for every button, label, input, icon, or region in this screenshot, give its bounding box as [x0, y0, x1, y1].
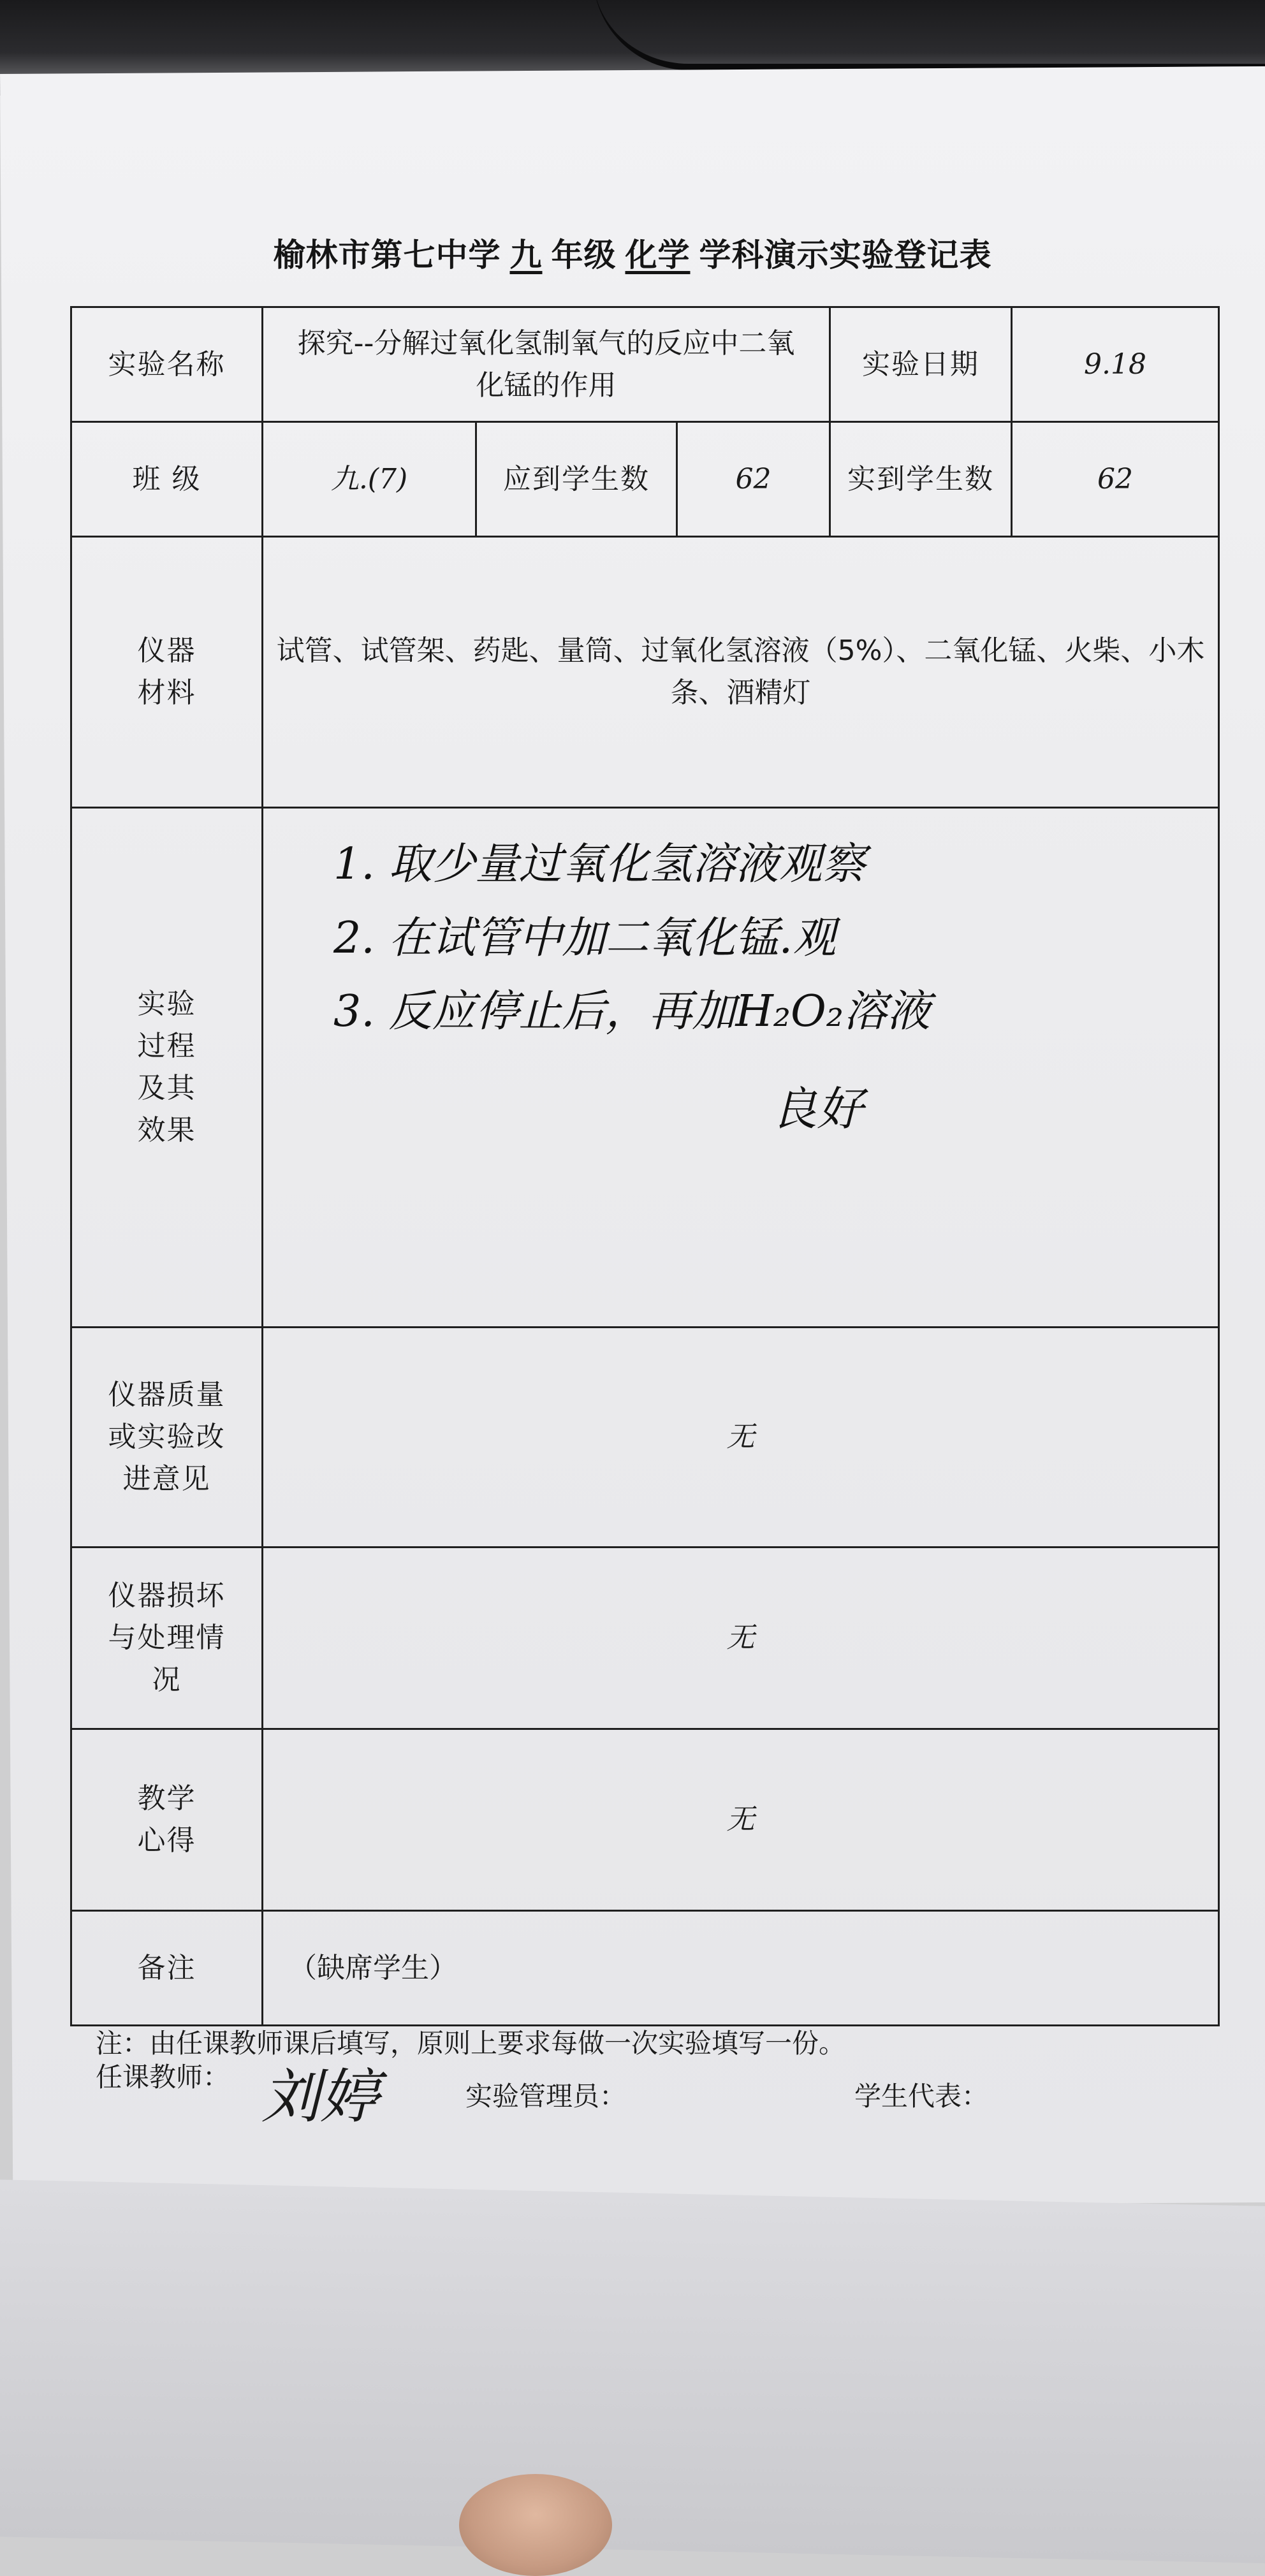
remarks-value: （缺席学生） [263, 1911, 1219, 2026]
process-effect: 良好 [771, 1081, 863, 1136]
title-grade: 九 [509, 237, 543, 274]
title-subject: 化学 [625, 237, 691, 274]
registration-form [70, 306, 1218, 2026]
title-suffix: 学科演示实验登记表 [699, 237, 992, 274]
damage-label [71, 1548, 263, 1729]
row-process [71, 808, 1219, 1328]
teacher-label: 任课教师： [96, 2061, 230, 2093]
form-title [0, 230, 1265, 275]
quality-label-text: 仪器质量或实验改进意见 [108, 1379, 226, 1495]
row-class [71, 422, 1219, 537]
class-value: 九.(7) [263, 422, 476, 537]
date-value: 9.18 [1012, 307, 1219, 422]
title-grade-suffix: 年级 [551, 237, 617, 274]
row-damage [71, 1548, 1219, 1729]
teaching-label-text: 教学心得 [137, 1782, 196, 1857]
experiment-name-label: 实验名称 [71, 307, 263, 422]
row-experiment-name [71, 307, 1219, 422]
process-value [263, 808, 1219, 1328]
registration-table [70, 306, 1220, 2026]
row-remarks [71, 1911, 1219, 2026]
expected-students-value: 62 [677, 422, 830, 537]
row-quality [71, 1328, 1219, 1548]
teaching-value: 无 [263, 1729, 1219, 1911]
process-step: 2. 在试管中加二氧化锰.观 [333, 912, 837, 963]
admin-label: 实验管理员： [465, 2081, 627, 2112]
class-label: 班 级 [71, 422, 263, 537]
quality-label [71, 1328, 263, 1548]
date-label: 实验日期 [830, 307, 1012, 422]
quality-value: 无 [263, 1328, 1219, 1548]
row-teaching [71, 1729, 1219, 1911]
materials-text: 试管、试管架、药匙、量筒、过氧化氢溶液（5%）、二氧化锰、火柴、小木条、酒精灯 [276, 634, 1205, 709]
paper-underneath [0, 2179, 1265, 2565]
expected-students-label: 应到学生数 [476, 422, 677, 537]
teaching-label [71, 1729, 263, 1911]
process-step: 3. 反应停止后，再加H₂O₂溶液 [333, 986, 931, 1037]
process-step: 1. 取少量过氧化氢溶液观察 [333, 839, 866, 889]
actual-students-value: 62 [1012, 422, 1219, 537]
materials-label [71, 537, 263, 808]
damage-value: 无 [263, 1548, 1219, 1729]
experiment-name-value [263, 307, 830, 422]
process-steps [263, 828, 1218, 1049]
materials-value [263, 537, 1219, 808]
title-school: 榆林市第七中学 [273, 237, 501, 274]
experiment-name-text: 探究--分解过氧化氢制氧气的反应中二氧化锰的作用 [297, 326, 795, 402]
student-rep-label: 学生代表： [854, 2081, 989, 2112]
teacher-signature: 刘婷 [261, 2063, 379, 2131]
fingertip [459, 2474, 612, 2576]
cable [593, 0, 1265, 70]
footer-note: 注：由任课教师课后填写，原则上要求每做一次实验填写一份。 [96, 2028, 846, 2059]
materials-label-text: 仪器材料 [137, 634, 196, 709]
actual-students-label: 实到学生数 [830, 422, 1012, 537]
row-materials [71, 537, 1219, 808]
process-label [71, 808, 263, 1328]
remarks-label: 备注 [71, 1911, 263, 2026]
process-label-text: 实验过程及其效果 [137, 988, 196, 1146]
damage-label-text: 仪器损坏与处理情况 [108, 1579, 226, 1696]
